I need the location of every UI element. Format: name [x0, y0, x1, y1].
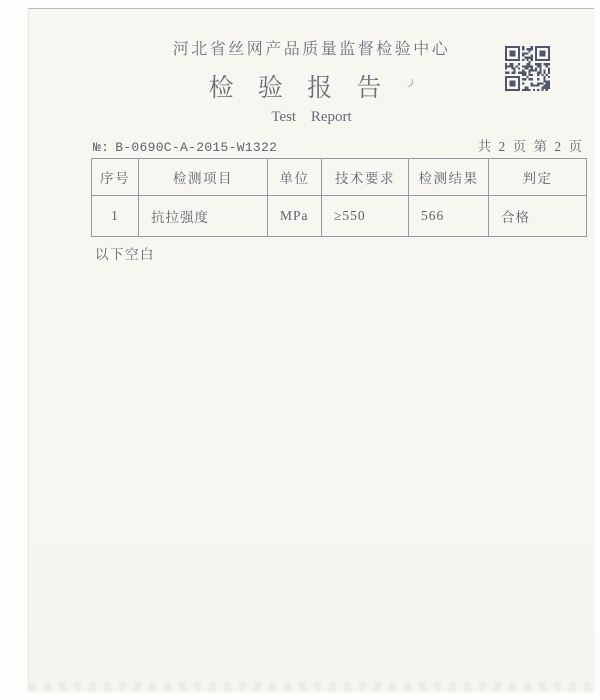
- pen-mark: [405, 78, 415, 87]
- cell-requirement: ≥550: [322, 196, 409, 237]
- report-meta-row: [93, 135, 584, 155]
- col-header-index: 序号: [92, 159, 139, 196]
- blank-below-note: 以下空白: [95, 247, 155, 262]
- cell-item: 抗拉强度: [139, 196, 268, 237]
- page-count: 共 2 页 第 2 页: [477, 139, 584, 154]
- cell-index: 1: [92, 196, 139, 237]
- cell-result: 566: [409, 196, 489, 237]
- qr-code-icon: [505, 46, 550, 91]
- col-header-unit: 单位: [268, 159, 322, 196]
- col-header-verdict: 判定: [489, 159, 587, 196]
- cell-unit: MPa: [268, 196, 322, 237]
- report-page: [28, 8, 594, 691]
- cell-verdict: 合格: [489, 196, 587, 237]
- report-number-label: №:: [93, 140, 110, 155]
- col-header-item: 检测项目: [139, 159, 268, 196]
- report-title-en: Test Report: [271, 109, 352, 125]
- org-name: 河北省丝网产品质量监督检验中心: [172, 41, 451, 58]
- col-header-requirement: 技术要求: [322, 159, 409, 196]
- results-table: [91, 158, 587, 237]
- report-number: [93, 140, 277, 155]
- report-number-value: B-0690C-A-2015-W1322: [115, 140, 278, 155]
- col-header-result: 检测结果: [409, 159, 489, 196]
- report-title-cn: 检 验 报 告: [208, 75, 391, 102]
- table-row: [92, 196, 587, 237]
- table-header-row: [92, 159, 587, 196]
